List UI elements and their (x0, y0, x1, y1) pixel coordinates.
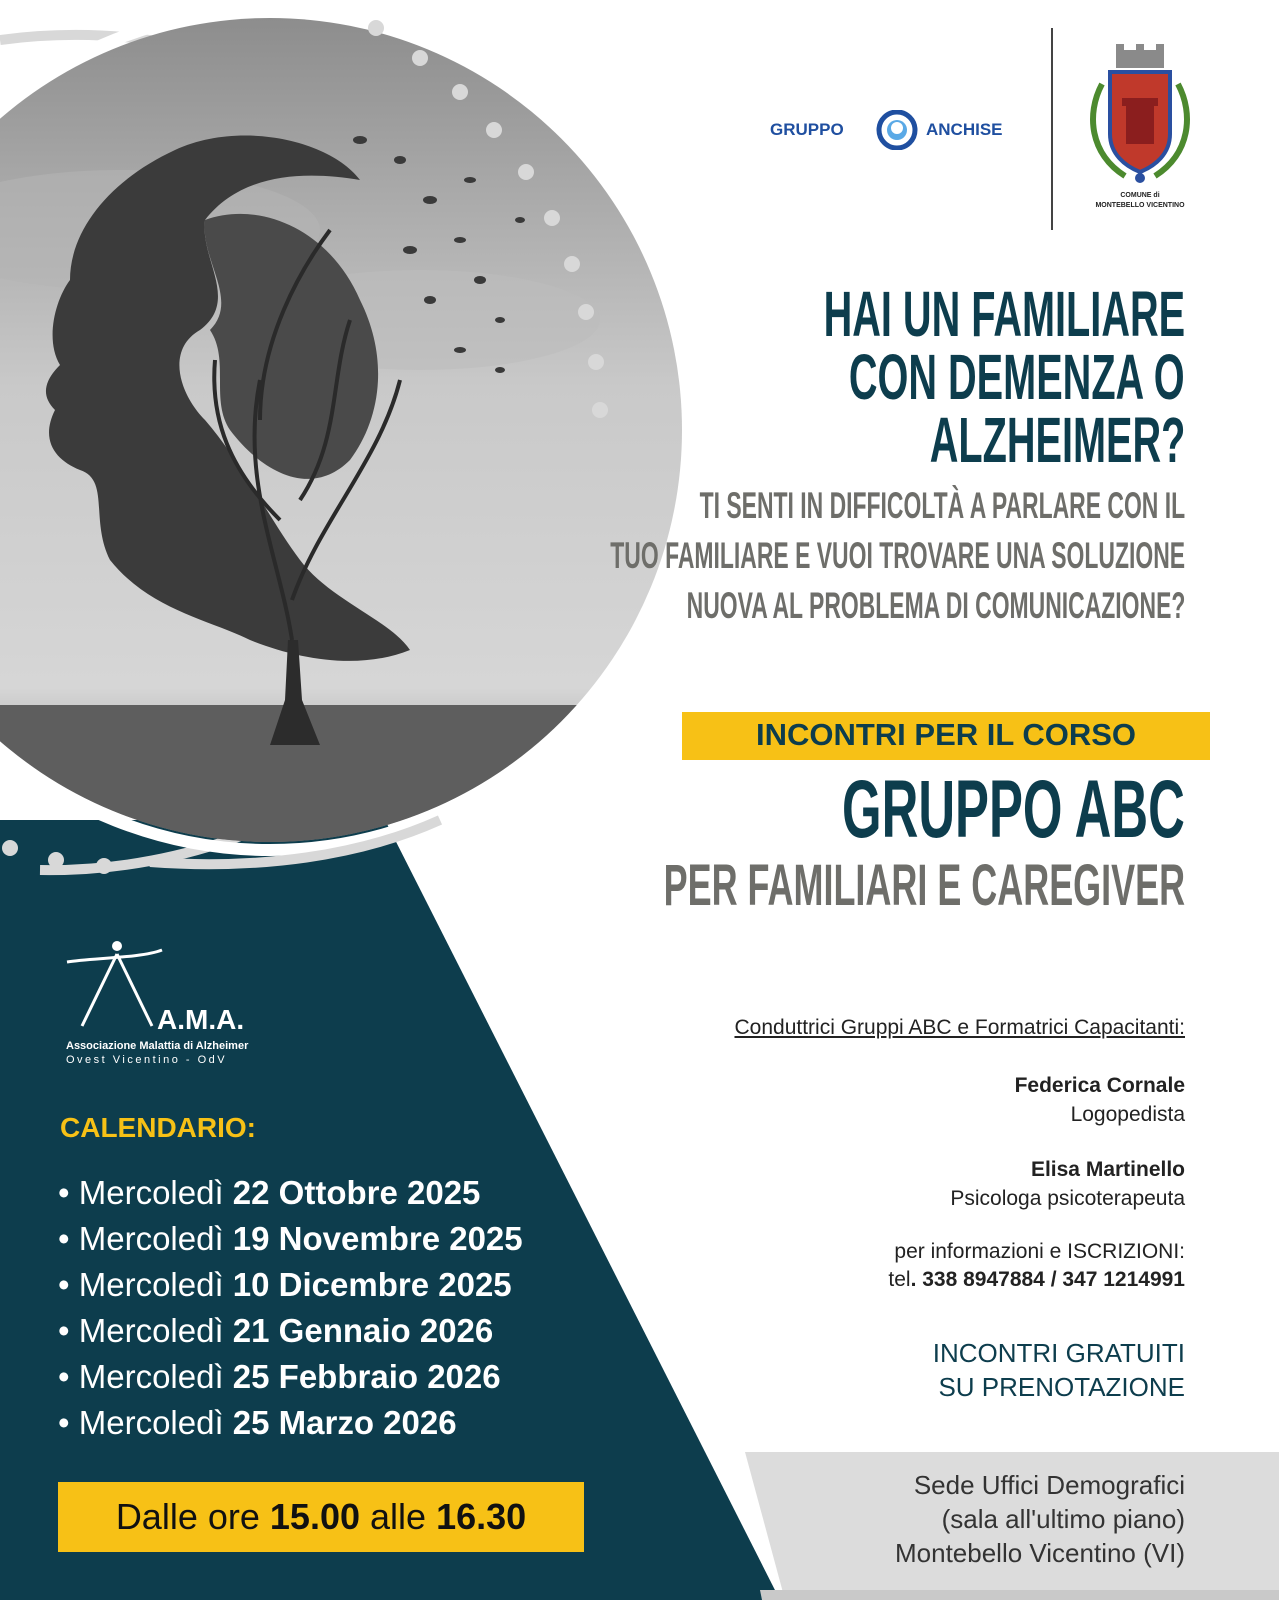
course-subtitle: PER FAMILIARI E CAREGIVER (663, 853, 1185, 918)
course-title: GRUPPO ABC (842, 764, 1185, 855)
conductor-name: Elisa Martinello (1030, 1158, 1185, 1181)
conductor-role: Psicologa psicoterapeuta (950, 1187, 1185, 1210)
headline-line-1: HAI UN FAMILIARE (823, 278, 1185, 350)
conductors-heading: Conduttrici Gruppi ABC e Formatrici Capacitanti: (734, 1016, 1185, 1039)
contact-phones: tel. 338 8947884 / 347 1214991 (888, 1268, 1185, 1291)
conductor-name: Federica Cornale (1014, 1074, 1185, 1097)
calendar-item: • Mercoledì 10 Dicembre 2025 (58, 1266, 512, 1303)
headline-line-3: ALZHEIMER? (929, 404, 1185, 476)
anchise-emblem-icon (872, 110, 922, 150)
crest-shield-icon (1080, 44, 1200, 189)
venue-line-3: Montebello Vicentino (VI) (894, 1538, 1185, 1568)
contact-label: per informazioni e ISCRIZIONI: (894, 1240, 1185, 1263)
calendar-item: • Mercoledì 25 Marzo 2026 (58, 1404, 457, 1441)
venue-line-1: Sede Uffici Demografici (913, 1470, 1185, 1500)
free-line-2: SU PRENOTAZIONE (938, 1372, 1185, 1402)
calendar-item: • Mercoledì 21 Gennaio 2026 (58, 1312, 494, 1349)
calendar-heading: CALENDARIO: (60, 1112, 256, 1143)
time-text: Dalle ore 15.00 alle 16.30 (115, 1496, 527, 1537)
gruppo-anchise-logo: GRUPPO ANCHISE (770, 110, 1020, 150)
free-line-1: INCONTRI GRATUITI (932, 1338, 1185, 1368)
ama-logo: A.M.A. Associazione Malattia di Alzheimer Ovest Vicentino - OdV (62, 940, 302, 1065)
subheadline-line-2: TUO FAMILIARE E VUOI TROVARE UNA SOLUZIONE (610, 535, 1185, 576)
venue-line-2: (sala all'ultimo piano) (941, 1504, 1185, 1534)
subheadline-line-3: NUOVA AL PROBLEMA DI COMUNICAZIONE? (686, 585, 1185, 626)
headline-line-2: CON DEMENZA O (849, 341, 1185, 413)
tree-head-photo (0, 0, 700, 865)
calendar-item: • Mercoledì 19 Novembre 2025 (58, 1220, 523, 1257)
conductor-role: Logopedista (1070, 1103, 1185, 1126)
calendar-item: • Mercoledì 25 Febbraio 2026 (58, 1358, 501, 1395)
course-banner-text: INCONTRI PER IL CORSO (755, 717, 1137, 752)
subheadline-line-1: TI SENTI IN DIFFICOLTÀ A PARLARE CON IL (699, 485, 1185, 526)
comune-crest: COMUNE di MONTEBELLO VICENTINO (1080, 44, 1200, 219)
calendar-item: • Mercoledì 22 Ottobre 2025 (58, 1174, 481, 1211)
